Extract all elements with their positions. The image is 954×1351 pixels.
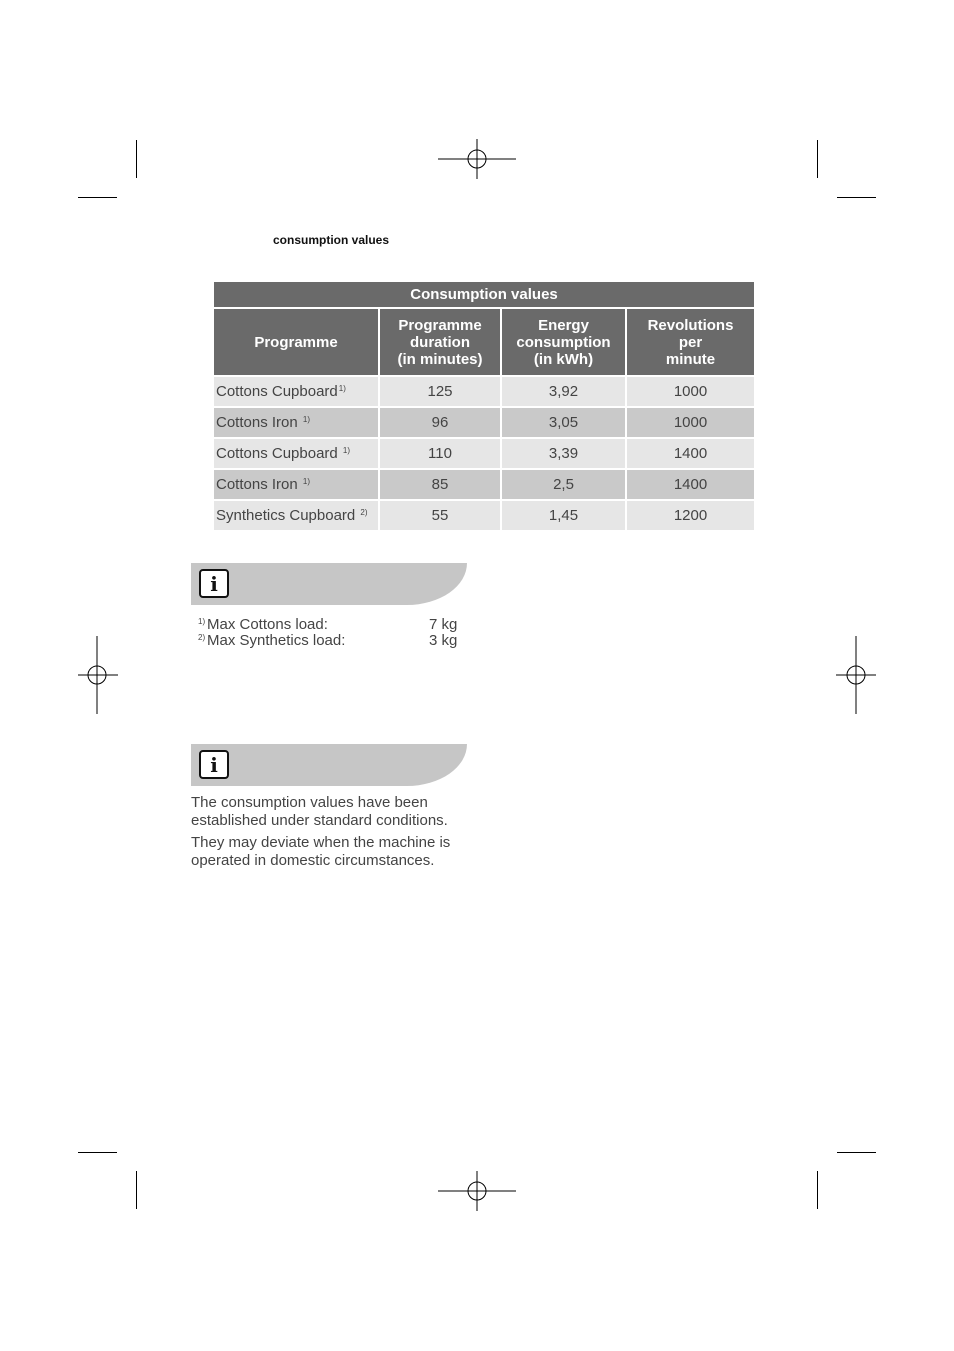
footnote-mark: 1) xyxy=(342,446,351,455)
duration-cell: 125 xyxy=(380,377,502,408)
registration-mark-bottom xyxy=(437,1170,517,1212)
table-row xyxy=(214,501,754,532)
column-header-programme: Programme xyxy=(214,309,380,377)
table-row xyxy=(214,377,754,408)
energy-cell: 1,45 xyxy=(502,501,627,532)
rpm-cell: 1000 xyxy=(627,377,754,408)
table-title: Consumption values xyxy=(214,282,754,309)
info-paragraph: They may deviate when the machine is operated in domestic circumstances. xyxy=(191,834,451,869)
rpm-cell: 1000 xyxy=(627,408,754,439)
footnote-value: 7 kg xyxy=(429,616,458,633)
registration-mark-top xyxy=(437,138,517,180)
column-header-revolutions: Revolutions per minute xyxy=(627,309,754,377)
rpm-cell: 1400 xyxy=(627,470,754,501)
footnote-mark: 1) xyxy=(198,617,206,626)
info-bar xyxy=(191,744,467,786)
info-paragraph: The consumption values have been established under standard conditions. xyxy=(191,794,448,829)
footnote-mark: 1) xyxy=(302,477,311,486)
column-header-energy: Energy consumption (in kWh) xyxy=(502,309,627,377)
energy-cell: 3,39 xyxy=(502,439,627,470)
info-bar xyxy=(191,563,467,605)
consumption-table xyxy=(214,282,754,532)
duration-cell: 96 xyxy=(380,408,502,439)
registration-mark-left xyxy=(77,635,119,715)
footnote-mark: 1) xyxy=(302,415,311,424)
energy-cell: 3,92 xyxy=(502,377,627,408)
table-row xyxy=(214,470,754,501)
programme-cell: Cottons Iron $^{1)}$ xyxy=(214,470,380,501)
energy-cell: 3,05 xyxy=(502,408,627,439)
footnote-mark: 2) xyxy=(360,508,368,517)
column-header-duration: Programme duration (in minutes) xyxy=(380,309,502,377)
energy-cell: 2,5 xyxy=(502,470,627,501)
duration-cell: 85 xyxy=(380,470,502,501)
registration-mark-right xyxy=(835,635,877,715)
info-icon: i xyxy=(199,569,229,598)
rpm-cell: 1400 xyxy=(627,439,754,470)
footnote-value: 3 kg xyxy=(429,632,458,649)
footnote-label: Max Cottons load: xyxy=(207,616,328,633)
programme-cell: Cottons Iron $^{1)}$ xyxy=(214,408,380,439)
table-row xyxy=(214,439,754,470)
info-icon: i xyxy=(199,750,229,779)
duration-cell: 55 xyxy=(380,501,502,532)
section-label: consumption values xyxy=(273,233,390,247)
rpm-cell: 1200 xyxy=(627,501,754,532)
table-row xyxy=(214,408,754,439)
programme-cell: Cottons Cupboard$^{1)}$ xyxy=(214,377,380,408)
duration-cell: 110 xyxy=(380,439,502,470)
footnote-label: Max Synthetics load: xyxy=(207,632,346,649)
programme-cell: Cottons Cupboard $^{1)}$ xyxy=(214,439,380,470)
programme-cell: Synthetics Cupboard $^{2)}$ xyxy=(214,501,380,532)
footnote-mark: 2) xyxy=(198,633,206,642)
footnote-mark: 1) xyxy=(338,384,346,393)
